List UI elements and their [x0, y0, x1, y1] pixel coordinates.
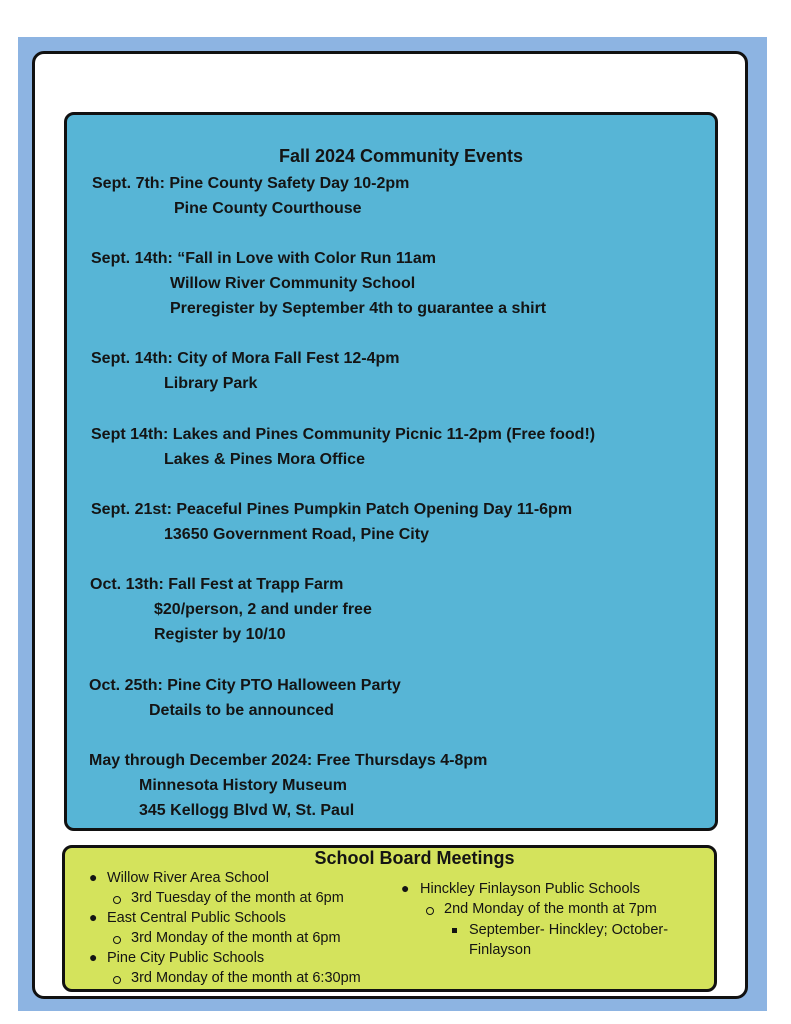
event-detail: Willow River Community School: [170, 275, 416, 292]
school-name: Hinckley Finlayson Public Schools: [420, 881, 641, 897]
event-heading: Sept 14th: Lakes and Pines Community Picnic 11-2pm (Free food!): [91, 426, 596, 443]
bullet-icon: ●: [89, 869, 98, 885]
school-board-title: School Board Meetings: [314, 848, 515, 868]
event-heading: Sept. 7th: Pine County Safety Day 10-2pm: [92, 175, 410, 192]
event-detail: Register by 10/10: [154, 626, 286, 643]
event-heading: Sept. 21st: Peaceful Pines Pumpkin Patch Opening Day 11-6pm: [91, 501, 573, 518]
circle-bullet-icon: [426, 907, 434, 915]
event-heading: May through December 2024: Free Thursdays 4-8pm: [89, 752, 488, 769]
square-bullet-icon: [452, 928, 457, 933]
school-name: Willow River Area School: [107, 870, 269, 886]
event-detail: Details to be announced: [149, 702, 334, 719]
bullet-icon: ●: [89, 909, 98, 925]
circle-bullet-icon: [113, 896, 121, 904]
event-detail: Minnesota History Museum: [139, 777, 348, 794]
school-name: East Central Public Schools: [107, 910, 286, 926]
circle-bullet-icon: [113, 936, 121, 944]
meeting-schedule: 3rd Monday of the month at 6pm: [131, 930, 341, 946]
event-detail: Library Park: [164, 375, 258, 392]
meeting-schedule: 3rd Tuesday of the month at 6pm: [131, 890, 344, 906]
event-detail: Pine County Courthouse: [174, 200, 362, 217]
event-detail: 345 Kellogg Blvd W, St. Paul: [139, 802, 355, 819]
event-heading: Oct. 25th: Pine City PTO Halloween Party: [89, 677, 401, 694]
meeting-schedule: 2nd Monday of the month at 7pm: [444, 901, 657, 917]
meeting-schedule: 3rd Monday of the month at 6:30pm: [131, 970, 361, 986]
event-detail: 13650 Government Road, Pine City: [164, 526, 429, 543]
bullet-icon: ●: [89, 949, 98, 965]
bullet-icon: ●: [401, 880, 410, 896]
school-name: Pine City Public Schools: [107, 950, 265, 966]
event-heading: Sept. 14th: City of Mora Fall Fest 12-4pm: [91, 350, 400, 367]
event-detail: $20/person, 2 and under free: [154, 601, 372, 618]
event-heading: Oct. 13th: Fall Fest at Trapp Farm: [90, 576, 344, 593]
community-events-panel: [64, 112, 718, 831]
event-detail: Preregister by September 4th to guarantee a shirt: [170, 300, 547, 317]
meeting-note: September- Hinckley; October-: [469, 922, 669, 938]
event-heading: Sept. 14th: “Fall in Love with Color Run 11am: [91, 250, 436, 267]
event-detail: Lakes & Pines Mora Office: [164, 451, 365, 468]
events-title: Fall 2024 Community Events: [278, 146, 524, 166]
school-board-panel: [62, 845, 717, 992]
meeting-note: Finlayson: [469, 942, 532, 958]
circle-bullet-icon: [113, 976, 121, 984]
